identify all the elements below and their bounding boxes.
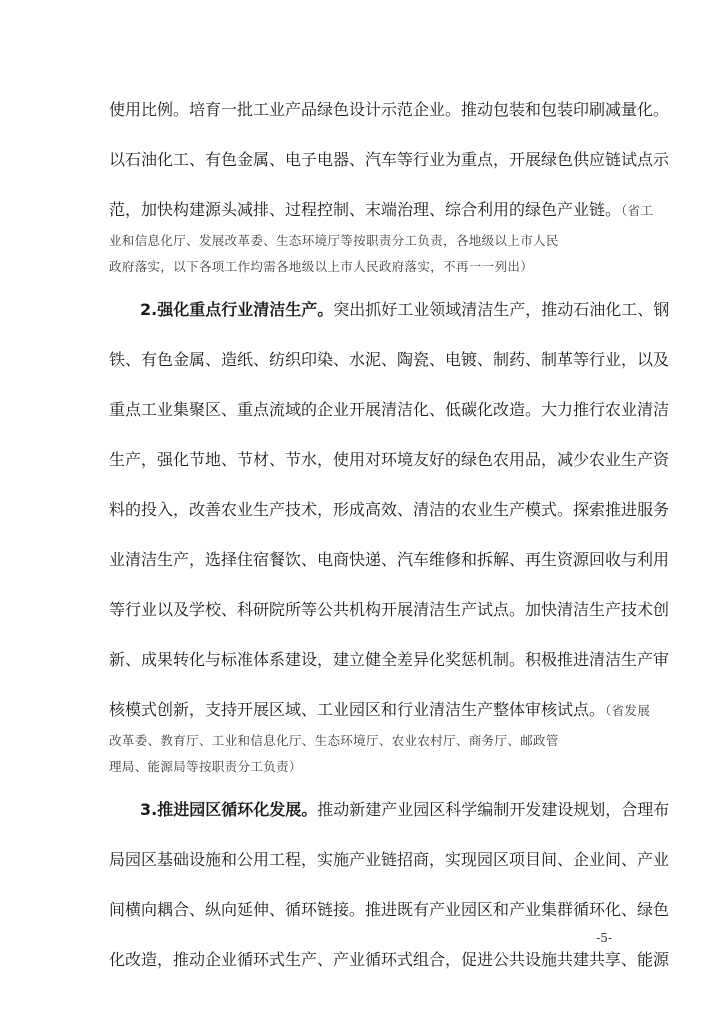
body-text-line: 料的投入，改善农业生产技术，形成高效、清洁的农业生产模式。探索推进服务 — [109, 500, 670, 519]
body-text-line — [109, 200, 654, 221]
body-text-line: 以石油化工、有色金属、电子电器、汽车等行业为重点，开展绿色供应链试点示 — [109, 150, 670, 169]
body-text-line: 化改造，推动企业循环式生产、产业循环式组合，促进公共设施共建共享、能源 — [109, 950, 670, 969]
body-text-line: 等行业以及学校、科研院所等公共机构开展清洁生产试点。加快清洁生产技术创 — [109, 600, 670, 619]
body-text-line: 间横向耦合、纵向延伸、循环链接。推进既有产业园区和产业集群循环化、绿色 — [109, 900, 670, 919]
responsibility-note-line: 政府落实，以下各项工作均需各地级以上市人民政府落实，不再一一列出） — [109, 259, 534, 274]
body-text-line: 局园区基础设施和公用工程，实施产业链招商，实现园区项目间、企业间、产业 — [109, 850, 670, 869]
body-text: 核模式创新，支持开展区域、工业园区和行业清洁生产整体审核试点。 — [109, 700, 606, 719]
body-text: 推动新建产业园区科学编制开发建设规划，合理布 — [317, 800, 670, 819]
responsibility-note-line: 业和信息化厅、发展改革委、生态环境厅等按职责分工负责，各地级以上市人民 — [109, 233, 559, 248]
body-text-line — [109, 700, 651, 721]
body-text-line: 生产，强化节地、节材、节水，使用对环境友好的绿色农用品，减少农业生产资 — [109, 450, 670, 469]
section-heading: 2.强化重点行业清洁生产。 — [140, 300, 334, 319]
body-text-line — [140, 800, 670, 820]
page-number: -5- — [596, 931, 612, 945]
body-text: 范，加快构建源头减排、过程控制、末端治理、综合利用的绿色产业链。 — [109, 200, 622, 219]
body-text-line: 业清洁生产，选择住宿餐饮、电商快递、汽车维修和拆解、再生资源回收与利用 — [109, 550, 670, 569]
body-text-line — [140, 300, 670, 320]
body-text-line: 新、成果转化与标准体系建设，建立健全差异化奖惩机制。积极推进清洁生产审 — [109, 650, 670, 669]
body-text: 突出抓好工业领域清洁生产，推动石油化工、钢 — [333, 300, 670, 319]
body-text-line: 铁、有色金属、造纸、纺织印染、水泥、陶瓷、电镀、制药、制革等行业，以及 — [109, 350, 670, 369]
section-heading: 3.推进园区循环化发展。 — [140, 800, 318, 819]
body-text-line: 重点工业集聚区、重点流域的企业开展清洁化、低碳化改造。大力推行农业清洁 — [109, 400, 670, 419]
body-text-line: 使用比例。培育一批工业产品绿色设计示范企业。推动包装和包装印刷减量化。 — [109, 100, 670, 119]
responsibility-note-line: 改革委、教育厅、工业和信息化厅、生态环境厅、农业农村厅、商务厅、邮政管 — [109, 733, 559, 748]
responsibility-note: （省工 — [621, 203, 654, 218]
responsibility-note: （省发展 — [605, 703, 651, 718]
responsibility-note-line: 理局、能源局等按职责分工负责） — [109, 759, 302, 774]
